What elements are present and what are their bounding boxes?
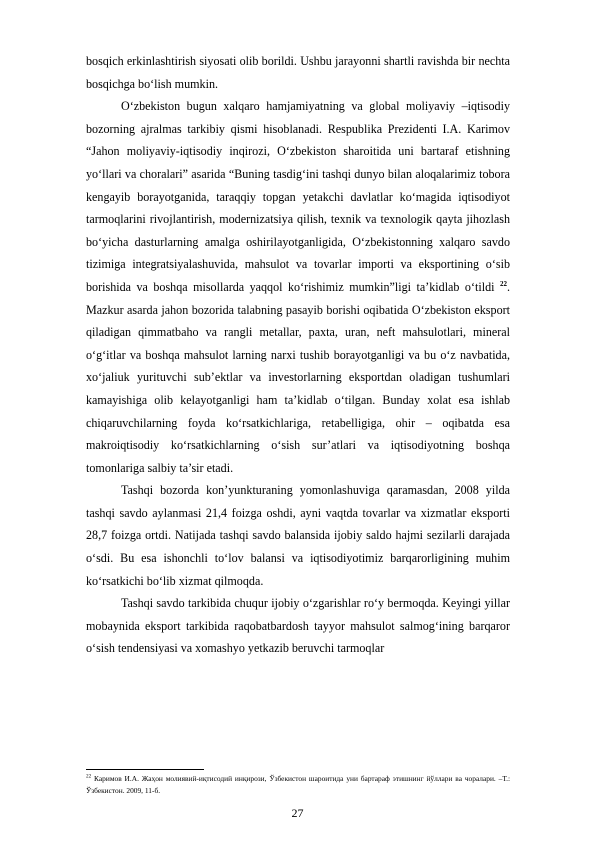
footnote-reference[interactable]: 22 [499,279,507,288]
paragraph-1: bosqich erkinlashtirish siyosati olib borildi. Ushbu jarayonni shartli ravishda bir nechta bosqichga bo‘lish mumkin. [86,54,510,91]
footnote-number: 22 [86,773,92,780]
page-number: 27 [291,806,304,820]
paragraph-2 [86,95,510,479]
paragraph-4: Tashqi savdo tarkibida chuqur ijobiy o‘zgarishlar ro‘y bermoqda. Keyingi yillar mobaynida eksport tarkibida raqobatbardosh tayyor mahsulot salmog‘ining barqaror o‘sish tendensiyasi va xomashyo yetkazib beruvchi tarmoqlar [86,596,510,656]
footnote-text: Каримов И.А. Жаҳон молиявий-иқтисодий инқирози, Ўзбекистон шароитида уни бартараф этишнинг йўллари ва чоралари. –Т.: Ўзбекистон. 2009, 11-б. [86,774,510,796]
paragraph-2-text-a: O‘zbekiston bugun xalqaro hamjamiyatning va global moliyaviy –iqtisodiy bozorning ajralmas tarkibiy qismi hisoblanadi. Respublika Prezidenti I.A. Karimov “Jahon moliyaviy-iqtisodiy inqirozi, O‘zbekiston sharoitida uni bartaraf etishning yo‘llari va choralari” asarida “Buning tasdig‘ini tashqi dunyo bilan aloqalarimiz tobora kengayib borayotganida, taraqqiy topgan yetakchi davlatlar ko‘magida iqtisodiyot tarmoqlarini rivojlantirish, modernizatsiya qilish, texnik va texnologik qayta jihozlash bo‘yicha dasturlarning amalga oshirilayotganligida, O‘zbekistonning xalqaro savdo tizimiga integratsiyalashuvida, mahsulot va tovarlar importi va eksportining o‘sib borishida va boshqa misollarda yaqqol ko‘rishimiz mumkin”ligi ta’kidlab o‘tildi [86,99,510,294]
paragraph-3: Tashqi bozorda kon’yunkturaning yomonlashuviga qaramasdan, 2008 yilda tashqi savdo aylanmasi 21,4 foizga oshdi, ayni vaqtda tovarlar va xizmatlar eksporti 28,7 foizga ortdi. Natijada tashqi savdo balansida ijobiy saldo hajmi sezilarli darajada o‘sdi. Bu esa ishonchli to‘lov balansi va iqtisodiyotimiz barqarorligining muhim ko‘rsatkichi bo‘lib xizmat qilmoqda. [86,483,510,588]
paragraph-2-text-b: . Mazkur asarda jahon bozorida talabning pasayib borishi oqibatida O‘zbekiston eksport qiladigan qimmatbaho va rangli metallar, paxta, uran, neft mahsulotlari, mineral o‘g‘itlar va boshqa mahsulot larning narxi tushib borayotganligi va bu o‘z navbatida, xo‘jaliuk yurituvchi sub’ektlar va investorlarning eksportdan oladigan tushumlari kamayishiga olib kelayotganligi ham ta’kidlab o‘tilgan. Bunday xolat esa ishlab chiqaruvchilarning foyda ko‘rsatkichlariga, retabelligiga, ohir – oqibatda esa makroiqtisodiy ko‘rsatkichlarning o‘sish sur’atlari va iqtisodiyotning boshqa tomonlariga salbiy ta’sir etadi. [86,279,510,475]
footnote [86,773,510,797]
page-body [86,50,510,660]
footnote-divider [86,769,204,770]
